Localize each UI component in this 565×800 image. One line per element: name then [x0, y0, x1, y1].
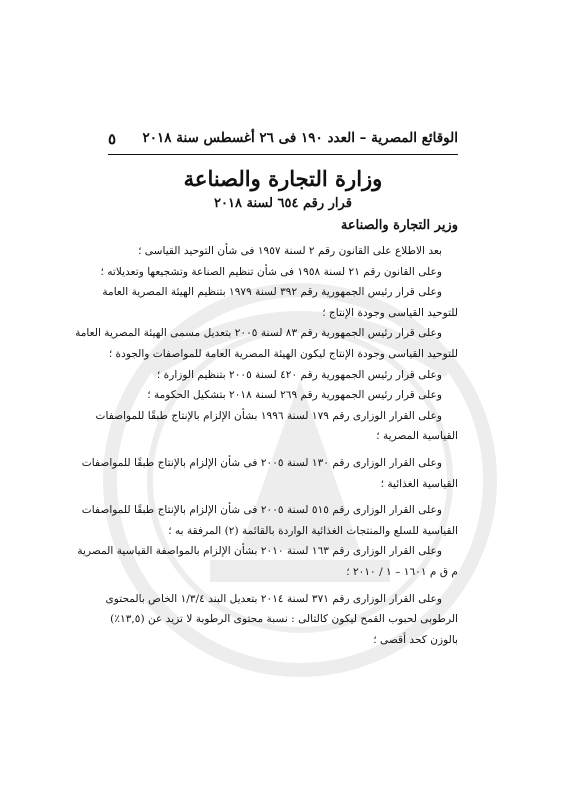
- header-divider: [108, 154, 458, 155]
- page-number: ٥: [108, 130, 117, 148]
- body-line: وعلى القرار الوزارى رقم ٥١٥ لسنة ٢٠٠٥ فى شأن الإلزام بالإنتاج طبقًا للمواصفات: [81, 504, 442, 517]
- running-header: [108, 128, 458, 154]
- body-line: وعلى قرار رئيس الجمهورية رقم ٣٩٢ لسنة ١٩٧٩ بتنظيم الهيئة المصرية العامة: [102, 286, 442, 299]
- body-line: وعلى القرار الوزارى رقم ٣٧١ لسنة ٢٠١٤ بتعديل البند ١/٣/٤ الخاص بالمحتوى: [105, 592, 442, 605]
- body-line: بعد الاطلاع على القانون رقم ٢ لسنة ١٩٥٧ فى شأن التوحيد القياسى ؛: [138, 245, 442, 257]
- decree-body: [75, 241, 458, 650]
- body-line: م ق م ١٦٠١ – ١ / ٢٠١٠ ؛: [346, 565, 458, 578]
- body-line: وعلى القانون رقم ٢١ لسنة ١٩٥٨ فى شأن تنظيم الصناعة وتشجيعها وتعديلاته ؛: [100, 265, 442, 278]
- body-line: القياسية المصرية ؛: [376, 430, 458, 443]
- body-line: وعلى قرار رئيس الجمهورية رقم ٤٢٠ لسنة ٢٠٠٥ بتنظيم الوزارة ؛: [156, 368, 442, 381]
- body-line: للتوحيد القياسى وجودة الإنتاج ليكون الهيئة المصرية العامة للمواصفات والجودة ؛: [108, 347, 458, 360]
- body-line: القياسية للسلع والمنتجات الغذائية الواردة بالقائمة (٢) المرفقة به ؛: [168, 524, 458, 537]
- body-line: وعلى قرار رئيس الجمهورية رقم ٢٦٩ لسنة ٢٠١٨ بتشكيل الحكومة ؛: [147, 389, 442, 402]
- body-line: وعلى القرار الوزارى رقم ١٧٩ لسنة ١٩٩٦ بشأن الإلزام بالإنتاج طبقًا للمواصفات: [95, 409, 442, 422]
- decree-title: قرار رقم ٦٥٤ لسنة ٢٠١٨: [214, 196, 352, 211]
- body-line: وعلى القرار الوزارى رقم ١٦٣ لسنة ٢٠١٠ بشأن الإلزام بالمواصفة القياسية المصرية: [77, 545, 442, 558]
- minister-title: وزير التجارة والصناعة: [340, 218, 458, 233]
- ministry-title: وزارة التجارة والصناعة: [183, 166, 383, 191]
- body-line: بالوزن كحد أقصى ؛: [373, 633, 458, 646]
- body-line: للتوحيد القياسى وجودة الإنتاج ؛: [322, 306, 458, 319]
- body-line: وعلى قرار رئيس الجمهورية رقم ٨٣ لسنة ٢٠٠٥ بتعديل مسمى الهيئة المصرية العامة: [75, 327, 442, 340]
- running-title: الوقائع المصرية – العدد ١٩٠ فى ٢٦ أغسطس سنة ٢٠١٨: [142, 130, 458, 146]
- body-line: القياسية الغذائية ؛: [380, 477, 458, 490]
- body-line: وعلى القرار الوزارى رقم ١٣٠ لسنة ٢٠٠٥ فى شأن الإلزام بالإنتاج طبقًا للمواصفات: [81, 456, 442, 469]
- body-line: الرطوبى لحبوب القمح ليكون كالتالى : نسبة محتوى الرطوبة لا تزيد عن (١٣,٥٪): [110, 613, 458, 626]
